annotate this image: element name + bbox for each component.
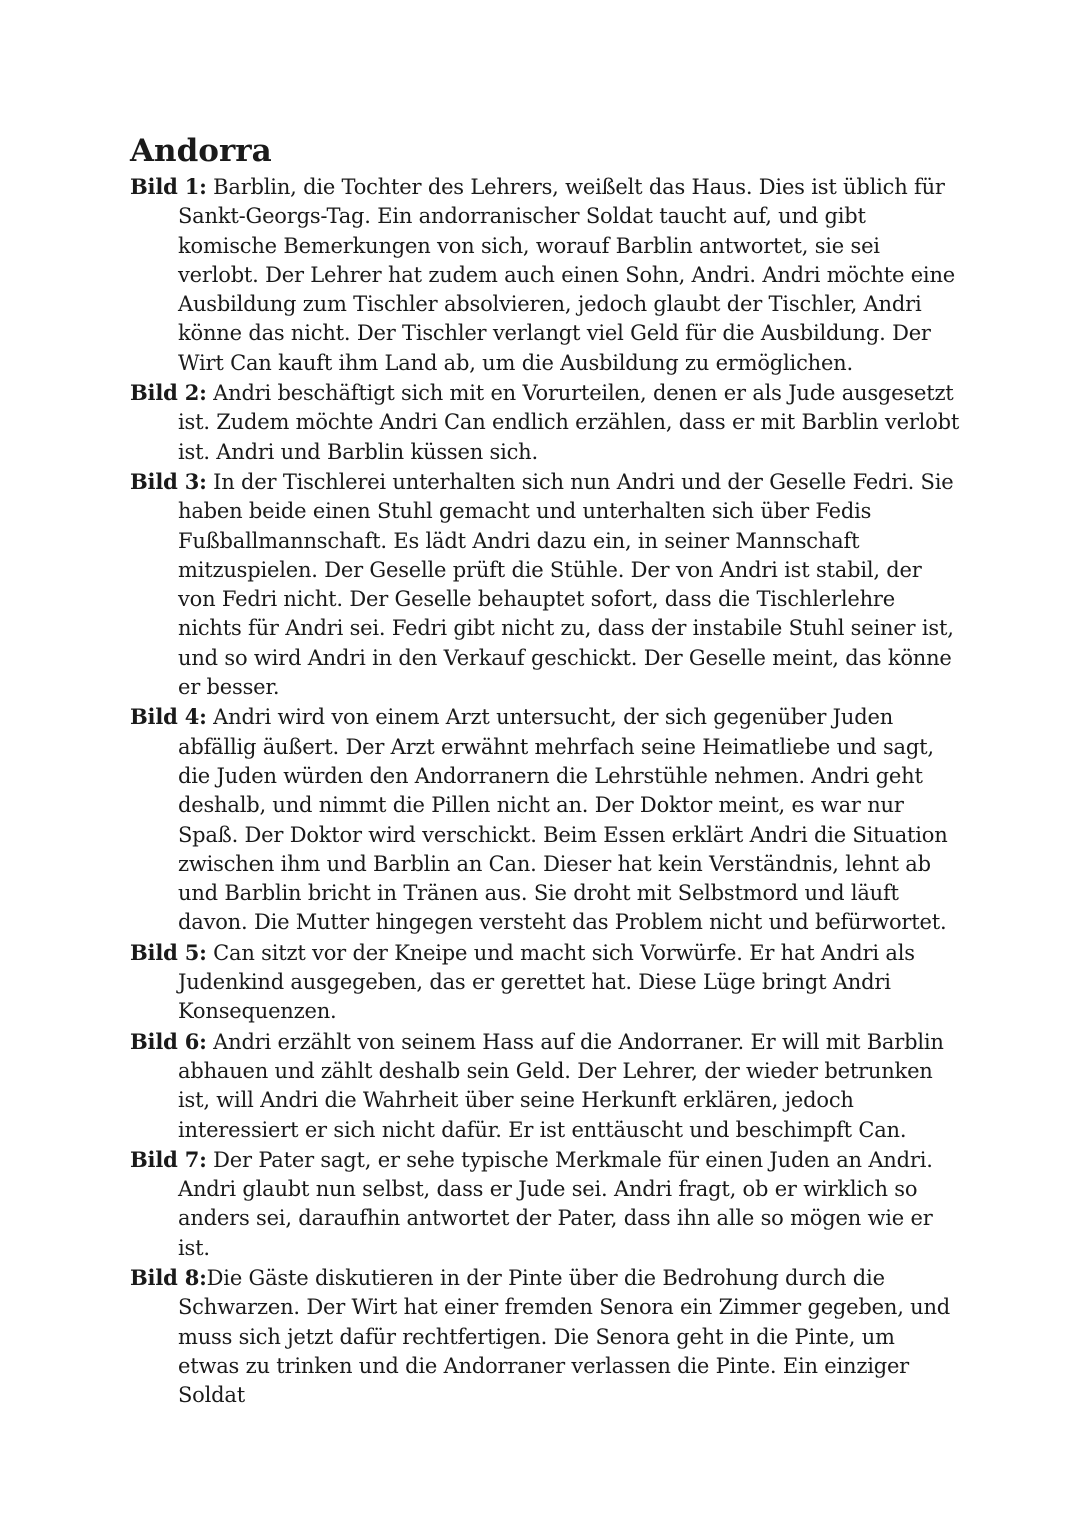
scene-entry-1 — [130, 172, 960, 378]
scene-text: Die Gäste diskutieren in der Pinte über die Bedrohung durch die Schwarzen. Der Wirt hat einer fremden Senora ein Zimmer gegeben, und muss sich jetzt dafür rechtfertigen. Die Senora geht in die Pinte, um etwas zu trinken und die Andorraner verlassen die Pinte. Ein einziger Soldat — [178, 1265, 951, 1408]
scene-entry-8 — [130, 1263, 960, 1410]
scene-text: In der Tischlerei unterhalten sich nun Andri und der Geselle Fedri. Sie haben beide einen Stuhl gemacht und unterhalten sich über Fedis Fußballmannschaft. Es lädt Andri dazu ein, in seiner Mannschaft mitzuspielen. Der Geselle prüft die Stühle. Der von Andri ist stabil, der von Fedri nicht. Der Geselle behauptet sofort, dass die Tischlerlehre nichts für Andri sei. Fedri gibt nicht zu, dass der instabile Stuhl seiner ist, und so wird Andri in den Verkauf geschickt. Der Geselle meint, das könne er besser. — [178, 469, 954, 700]
scene-text: Andri wird von einem Arzt untersucht, der sich gegenüber Juden abfällig äußert. Der Arzt erwähnt mehrfach seine Heimatliebe und sagt, die Juden würden den Andorranern die Lehrstühle nehmen. Andri geht deshalb, und nimmt die Pillen nicht an. Der Doktor meint, es war nur Spaß. Der Doktor wird verschickt. Beim Essen erklärt Andri die Situation zwischen ihm und Barblin an Can. Dieser hat kein Verständnis, lehnt ab und Barblin bricht in Tränen aus. Sie droht mit Selbstmord und läuft davon. Die Mutter hingegen versteht das Problem nicht und befürwortet. — [178, 705, 948, 935]
scene-label: Bild 5: — [130, 939, 207, 965]
scene-text: Andri erzählt von seinem Hass auf die Andorraner. Er will mit Barblin abhauen und zählt deshalb sein Geld. Der Lehrer, der wieder betrunken ist, will Andri die Wahrheit über seine Herkunft erklären, jedoch interessiert er sich nicht dafür. Er ist enttäuscht und beschimpft Can. — [178, 1029, 944, 1142]
scene-text: Can sitzt vor der Kneipe und macht sich Vorwürfe. Er hat Andri als Judenkind ausgegeben, das er gerettet hat. Diese Lüge bringt Andri Konsequenzen. — [178, 940, 915, 1024]
scene-entry-6 — [130, 1027, 960, 1145]
document-title: Andorra — [130, 133, 272, 169]
scene-label: Bild 8: — [130, 1264, 207, 1290]
scene-text: Der Pater sagt, er sehe typische Merkmale für einen Juden an Andri. Andri glaubt nun selbst, dass er Jude sei. Andri fragt, ob er wirklich so anders sei, daraufhin antwortet der Pater, dass ihn alle so mögen wie er ist. — [178, 1147, 933, 1260]
scene-label: Bild 3: — [130, 468, 207, 494]
scene-entry-7 — [130, 1145, 960, 1263]
scene-entry-5 — [130, 938, 960, 1027]
scene-label: Bild 4: — [130, 704, 207, 730]
scene-label: Bild 6: — [130, 1028, 207, 1054]
scene-label: Bild 7: — [130, 1146, 207, 1172]
scene-text: Andri beschäftigt sich mit en Vorurteilen, denen er als Jude ausgesetzt ist. Zudem möchte Andri Can endlich erzählen, dass er mit Barblin verlobt ist. Andri und Barblin küssen sich. — [178, 381, 960, 464]
document-page — [130, 132, 960, 1410]
scene-label: Bild 2: — [130, 380, 207, 406]
scene-entry-4 — [130, 702, 960, 937]
scene-entry-2 — [130, 378, 960, 467]
scene-label: Bild 1: — [130, 174, 207, 199]
scene-text: Barblin, die Tochter des Lehrers, weißelt das Haus. Dies ist üblich für Sankt-Georgs-Tag. Ein andorranischer Soldat taucht auf, und gibt komische Bemerkungen von sich, worauf Barblin antwortet, sie sei verlobt. Der Lehrer hat zudem auch einen Sohn, Andri. Andri möchte eine Ausbildung zum Tischler absolvieren, jedoch glaubt der Tischler, Andri könne das nicht. Der Tischler verlangt viel Geld für die Ausbildung. Der Wirt Can kauft ihm Land ab, um die Ausbildung zu ermöglichen. — [178, 175, 956, 375]
scene-entry-3 — [130, 467, 960, 702]
